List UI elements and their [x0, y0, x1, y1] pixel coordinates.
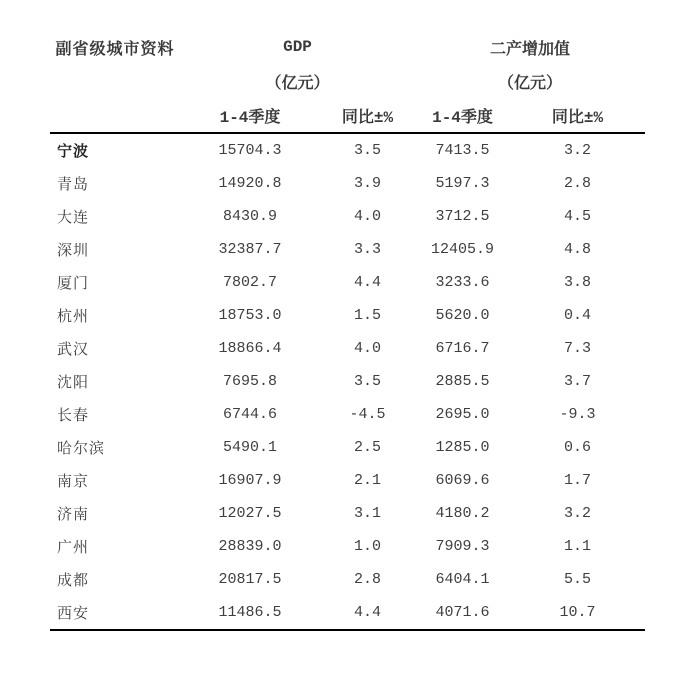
gdp-q14-value: 7802.7 [222, 274, 277, 291]
gdp-yoy-value: 4.0 [353, 208, 381, 225]
gdp-q14-value: 32387.7 [218, 241, 282, 258]
subheader-si-quarter: 1-4季度 [432, 108, 493, 127]
gdp-q14-value: 20817.5 [218, 571, 282, 588]
table-row [50, 299, 645, 332]
table-row [50, 332, 645, 365]
gdp-yoy-value: 3.1 [353, 505, 381, 522]
city-name: 青岛 [57, 177, 90, 194]
table-row [50, 398, 645, 431]
si-q14-value: 3233.6 [435, 274, 490, 291]
table-row [50, 464, 645, 497]
table-body [50, 133, 645, 630]
gdp-q14-value: 16907.9 [218, 472, 282, 489]
si-yoy-value: 4.5 [564, 208, 592, 225]
si-q14-value: 6716.7 [435, 340, 490, 357]
si-q14-value: 7909.3 [435, 538, 490, 555]
si-q14-value: 3712.5 [435, 208, 490, 225]
table-row [50, 233, 645, 266]
si-q14-value: 12405.9 [430, 241, 494, 258]
si-yoy-value: -9.3 [559, 406, 596, 423]
gdp-yoy-value: 3.9 [353, 175, 381, 192]
gdp-yoy-value: 4.4 [353, 604, 381, 621]
si-q14-value: 5620.0 [435, 307, 490, 324]
secondary-industry-group-header: 二产增加值 [490, 40, 571, 59]
table-row [50, 266, 645, 299]
gdp-group-header: GDP [283, 38, 312, 56]
si-yoy-value: 10.7 [559, 604, 596, 621]
gdp-yoy-value: 4.4 [353, 274, 381, 291]
gdp-q14-value: 8430.9 [222, 208, 277, 225]
subheader-row [50, 98, 645, 133]
city-name: 武汉 [57, 342, 90, 359]
si-yoy-value: 3.8 [564, 274, 592, 291]
subheader-gdp-quarter: 1-4季度 [219, 108, 281, 127]
gdp-q14-value: 18753.0 [218, 307, 282, 324]
gdp-yoy-value: -4.5 [349, 406, 386, 423]
si-yoy-value: 5.5 [564, 571, 592, 588]
si-q14-value: 5197.3 [435, 175, 490, 192]
table-header [50, 30, 645, 133]
si-q14-value: 7413.5 [435, 142, 490, 159]
empty-cell [50, 64, 180, 98]
gdp-yoy-value: 3.5 [353, 373, 381, 390]
gdp-yoy-value: 2.8 [353, 571, 381, 588]
city-name: 杭州 [57, 309, 90, 326]
table-row [50, 200, 645, 233]
gdp-q14-value: 28839.0 [218, 538, 282, 555]
gdp-yoy-value: 2.5 [353, 439, 381, 456]
gdp-yoy-value: 4.0 [353, 340, 381, 357]
subheader-gdp-yoy: 同比±% [341, 108, 394, 127]
si-yoy-value: 1.1 [564, 538, 592, 555]
table-row [50, 563, 645, 596]
city-data-table [50, 30, 645, 631]
secondary-industry-unit-label: （亿元） [498, 74, 563, 93]
city-name: 济南 [57, 507, 90, 524]
table-row [50, 431, 645, 464]
table-row [50, 133, 645, 167]
gdp-yoy-value: 1.5 [353, 307, 381, 324]
si-q14-value: 4180.2 [435, 505, 490, 522]
gdp-q14-value: 11486.5 [218, 604, 282, 621]
city-name: 西安 [57, 606, 90, 623]
si-yoy-value: 0.6 [564, 439, 592, 456]
table-row [50, 365, 645, 398]
gdp-q14-value: 7695.8 [222, 373, 277, 390]
gdp-q14-value: 12027.5 [218, 505, 282, 522]
gdp-yoy-value: 1.0 [353, 538, 381, 555]
group-header-row [50, 30, 645, 64]
table-row [50, 530, 645, 563]
si-yoy-value: 3.2 [564, 142, 592, 159]
city-name: 广州 [57, 540, 90, 557]
gdp-q14-value: 5490.1 [222, 439, 277, 456]
si-yoy-value: 3.2 [564, 505, 592, 522]
city-name: 宁波 [57, 144, 90, 161]
city-name: 厦门 [57, 276, 90, 293]
si-yoy-value: 2.8 [564, 175, 592, 192]
si-q14-value: 6069.6 [435, 472, 490, 489]
si-yoy-value: 7.3 [564, 340, 592, 357]
si-yoy-value: 3.7 [564, 373, 592, 390]
city-name: 哈尔滨 [57, 441, 106, 458]
subheader-si-yoy: 同比±% [551, 108, 604, 127]
si-yoy-value: 4.8 [564, 241, 592, 258]
city-name: 沈阳 [57, 375, 90, 392]
gdp-unit-label: （亿元） [265, 74, 330, 93]
si-yoy-value: 1.7 [564, 472, 592, 489]
table-row [50, 497, 645, 530]
empty-cell [50, 98, 180, 133]
table-row [50, 596, 645, 630]
gdp-q14-value: 18866.4 [218, 340, 282, 357]
gdp-yoy-value: 3.5 [353, 142, 381, 159]
gdp-q14-value: 6744.6 [222, 406, 277, 423]
si-yoy-value: 0.4 [564, 307, 592, 324]
gdp-yoy-value: 2.1 [353, 472, 381, 489]
city-name: 长春 [57, 408, 90, 425]
gdp-q14-value: 15704.3 [218, 142, 282, 159]
city-name: 南京 [57, 474, 90, 491]
si-q14-value: 6404.1 [435, 571, 490, 588]
si-q14-value: 1285.0 [435, 439, 490, 456]
gdp-yoy-value: 3.3 [353, 241, 381, 258]
si-q14-value: 2695.0 [435, 406, 490, 423]
table-row [50, 167, 645, 200]
city-name: 成都 [57, 573, 90, 590]
unit-header-row [50, 64, 645, 98]
city-name: 深圳 [57, 243, 90, 260]
gdp-q14-value: 14920.8 [218, 175, 282, 192]
si-q14-value: 2885.5 [435, 373, 490, 390]
table-title: 副省级城市资料 [55, 40, 175, 59]
city-name: 大连 [57, 210, 90, 227]
si-q14-value: 4071.6 [435, 604, 490, 621]
